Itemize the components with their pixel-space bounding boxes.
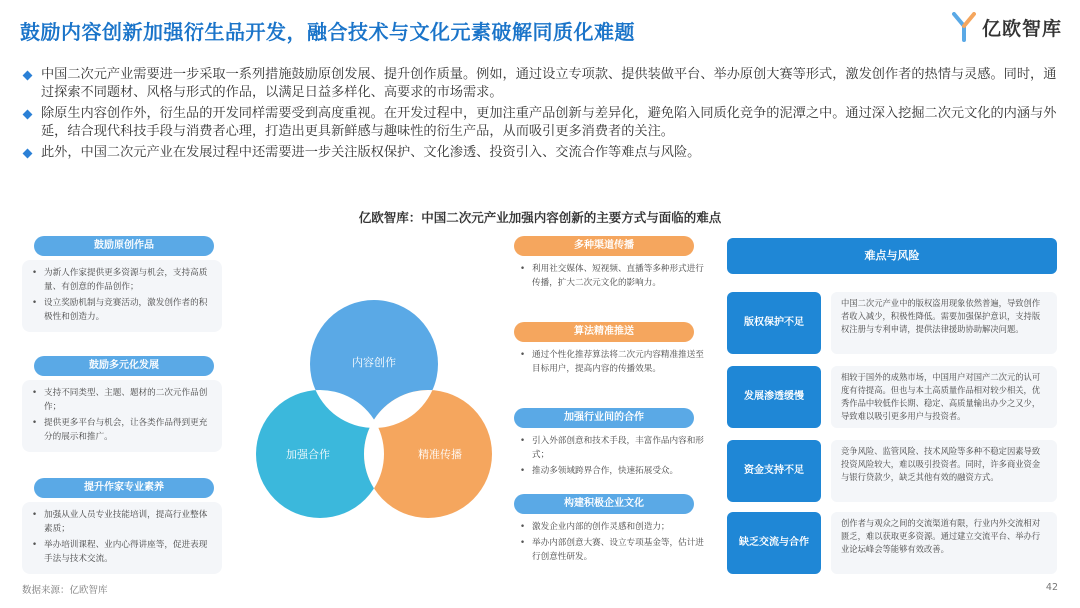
bullet-list	[22, 66, 1062, 165]
left-group-1	[22, 236, 222, 332]
left-group-3	[22, 478, 222, 574]
bullet-item	[22, 66, 1062, 102]
list-item: • 设立奖励机制与竞赛活动，激发创作者的积极性和创造力。	[32, 298, 208, 322]
group-pill: 加强行业间的合作	[514, 408, 694, 428]
diamond-bullet-icon	[23, 149, 33, 159]
group-pill: 鼓励原创作品	[34, 236, 214, 256]
diamond-bullet-icon	[23, 71, 33, 81]
page-number: 42	[1045, 582, 1058, 593]
venn-diagram	[238, 292, 510, 542]
list-item: • 通过个性化推荐算法将二次元内容精准推送至目标用户，提高内容的传播效果。	[520, 350, 704, 374]
risk-label: 发展渗透缓慢	[727, 366, 821, 428]
venn-label-left: 加强合作	[286, 448, 330, 461]
risk-text: 相较于国外的成熟市场，中国用户对国产二次元的认可度有待提高。但也与本土高质量作品相对较少相关，优秀作品中较低作长期、稳定、高质量输出办少之又少，导致难以吸引更多用户与投资者。	[831, 366, 1057, 428]
risk-text: 中国二次元产业中的版权盗用现象依然普遍，导致创作者收入减少，积极性降低。需要加强保护意识，支持版权注册与专利申请，提供法律援助协助解决问题。	[831, 292, 1057, 354]
group-pill: 多种渠道传播	[514, 236, 694, 256]
list-item: • 举办内部创意大赛、设立专项基金等，估计进行创意性研发。	[520, 538, 704, 562]
bullet-text: 中国二次元产业需要进一步采取一系列措施鼓励原创发展、提升创作质量。例如，通过设立专项款、提供装做平台、举办原创大赛等形式，激发创作者的热情与灵感。同时，通过探索不同题材、风格与形式的作品，以满足日益多样化、高要求的市场需求。	[41, 67, 1057, 100]
bullet-item	[22, 105, 1062, 141]
list-item: • 激发企业内部的创作灵感和创造力；	[520, 522, 670, 532]
venn-label-top: 内容创作	[352, 356, 396, 369]
group-pill: 算法精准推送	[514, 322, 694, 342]
risk-row	[727, 366, 1057, 428]
risk-row	[727, 512, 1057, 574]
list-item: • 利用社交媒体、短视频、直播等多种形式进行传播，扩大二次元文化的影响力。	[520, 264, 704, 288]
middle-group-4	[514, 494, 710, 566]
page-title: 鼓励内容创新加强衍生品开发，融合技术与文化元素破解同质化难题	[20, 20, 635, 44]
left-group-2	[22, 356, 222, 452]
group-panel	[22, 380, 222, 452]
risk-label: 资金支持不足	[727, 440, 821, 502]
middle-group-2	[514, 322, 710, 378]
risk-row	[727, 292, 1057, 354]
bullet-text: 此外，中国二次元产业在发展过程中还需要进一步关注版权保护、文化渗透、投资引入、交流合作等难点与风险。	[41, 145, 701, 160]
list-item: • 举办培训课程、业内心得讲座等，促进表现手法与技术交流。	[32, 540, 208, 564]
logo-text: 亿欧智库	[981, 17, 1062, 40]
group-pill: 提升作家专业素养	[34, 478, 214, 498]
risk-text: 竞争风险、监管风险、技术风险等多种不稳定因素导致投资风险较大，难以吸引投资者。同时，许多商业资金与银行贷款少，缺乏其他有效的融资方式。	[831, 440, 1057, 502]
group-panel	[22, 502, 222, 574]
list-item: • 加强从业人员专业技能培训，提高行业整体素质；	[32, 510, 208, 534]
list-item: • 提供更多平台与机会，让各类作品得到更充分的展示和推广。	[32, 418, 208, 442]
group-pill: 构建积极企业文化	[514, 494, 694, 514]
group-pill: 鼓励多元化发展	[34, 356, 214, 376]
group-panel	[22, 260, 222, 332]
diamond-bullet-icon	[23, 110, 33, 120]
chart-title: 亿欧智库：中国二次元产业加强内容创新的主要方式与面临的难点	[358, 210, 722, 225]
yiou-logo-icon	[952, 12, 976, 42]
middle-group-3	[514, 408, 710, 480]
list-item: • 为新人作家提供更多资源与机会，支持高质量、有创意的作品创作；	[32, 268, 208, 292]
data-source: 数据来源：亿欧智库	[22, 585, 108, 596]
risk-label: 版权保护不足	[727, 292, 821, 354]
risk-row	[727, 440, 1057, 502]
middle-group-1	[514, 236, 710, 292]
logo	[952, 12, 1062, 42]
risk-text: 创作者与观众之间的交流渠道有限，行业内外交流相对匮乏，难以获取更多资源。通过建立交流平台、举办行业论坛峰会等能够有效改善。	[831, 512, 1057, 574]
risk-label: 缺乏交流与合作	[727, 512, 821, 574]
bullet-text: 除原生内容创作外，衍生品的开发同样需要受到高度重视。在开发过程中，更加注重产品创新与差异化，避免陷入同质化竞争的泥潭之中。通过深入挖掘二次元文化的内涵与外延，结合现代科技手段与消费者心理，打造出更具新鲜感与趣味性的衍生产品，从而吸引更多消费者的关注。	[41, 106, 1057, 139]
list-item: • 推动多领域跨界合作，快速拓展受众。	[520, 466, 679, 476]
bullet-item	[22, 144, 1062, 162]
venn-label-right: 精准传播	[418, 448, 462, 461]
list-item: • 支持不同类型、主题、题材的二次元作品创作；	[32, 388, 208, 412]
risk-header: 难点与风险	[727, 238, 1057, 274]
list-item: • 引入外部创意和技术手段，丰富作品内容和形式；	[520, 436, 704, 460]
